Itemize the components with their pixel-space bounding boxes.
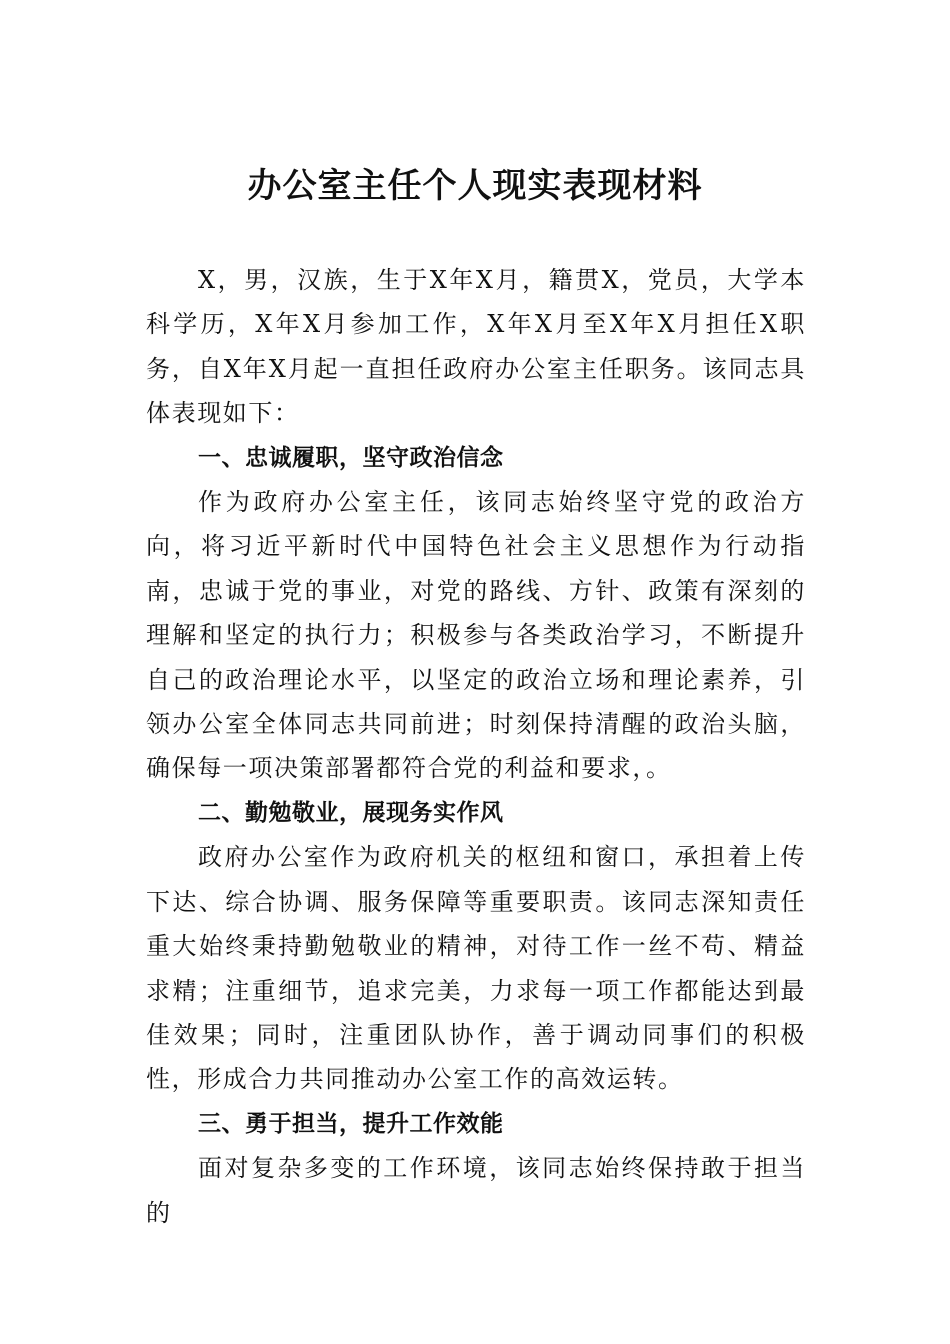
section-heading-2: 二、勤勉敬业，展现务实作风 bbox=[198, 799, 504, 826]
intro-paragraph: X，男，汉族，生于X年X月，籍贯X，党员，大学本科学历，X年X月参加工作，X年X月至X年X月担任X职务，自X年X月起一直担任政府办公室主任职务。该同志具体表现如下： bbox=[146, 266, 806, 428]
document-body bbox=[146, 258, 806, 1235]
document-title: 办公室主任个人现实表现材料 bbox=[247, 166, 703, 206]
section-paragraph-2: 政府办公室作为政府机关的枢纽和窗口，承担着上传下达、综合协调、服务保障等重要职责。该同志深知责任重大始终秉持勤勉敬业的精神，对待工作一丝不苟、精益求精；注重细节，追求完美，力求每一项工作都能达到最佳效果；同时，注重团队协作，善于调动同事们的积极性，形成合力共同推动办公室工作的高效运转。 bbox=[146, 843, 806, 1094]
section-paragraph-3: 面对复杂多变的工作环境，该同志始终保持敢于担当的 bbox=[146, 1154, 806, 1227]
section-heading-3: 三、勇于担当，提升工作效能 bbox=[198, 1110, 504, 1137]
section-paragraph-1: 作为政府办公室主任，该同志始终坚守党的政治方向，将习近平新时代中国特色社会主义思想作为行动指南，忠诚于党的事业，对党的路线、方针、政策有深刻的理解和坚定的执行力；积极参与各类政治学习，不断提升自己的政治理论水平，以坚定的政治立场和理论素养，引领办公室全体同志共同前进；时刻保持清醒的政治头脑，确保每一项决策部署都符合党的利益和要求，。 bbox=[146, 488, 806, 783]
section-heading-1: 一、忠诚履职，坚守政治信念 bbox=[198, 444, 504, 471]
